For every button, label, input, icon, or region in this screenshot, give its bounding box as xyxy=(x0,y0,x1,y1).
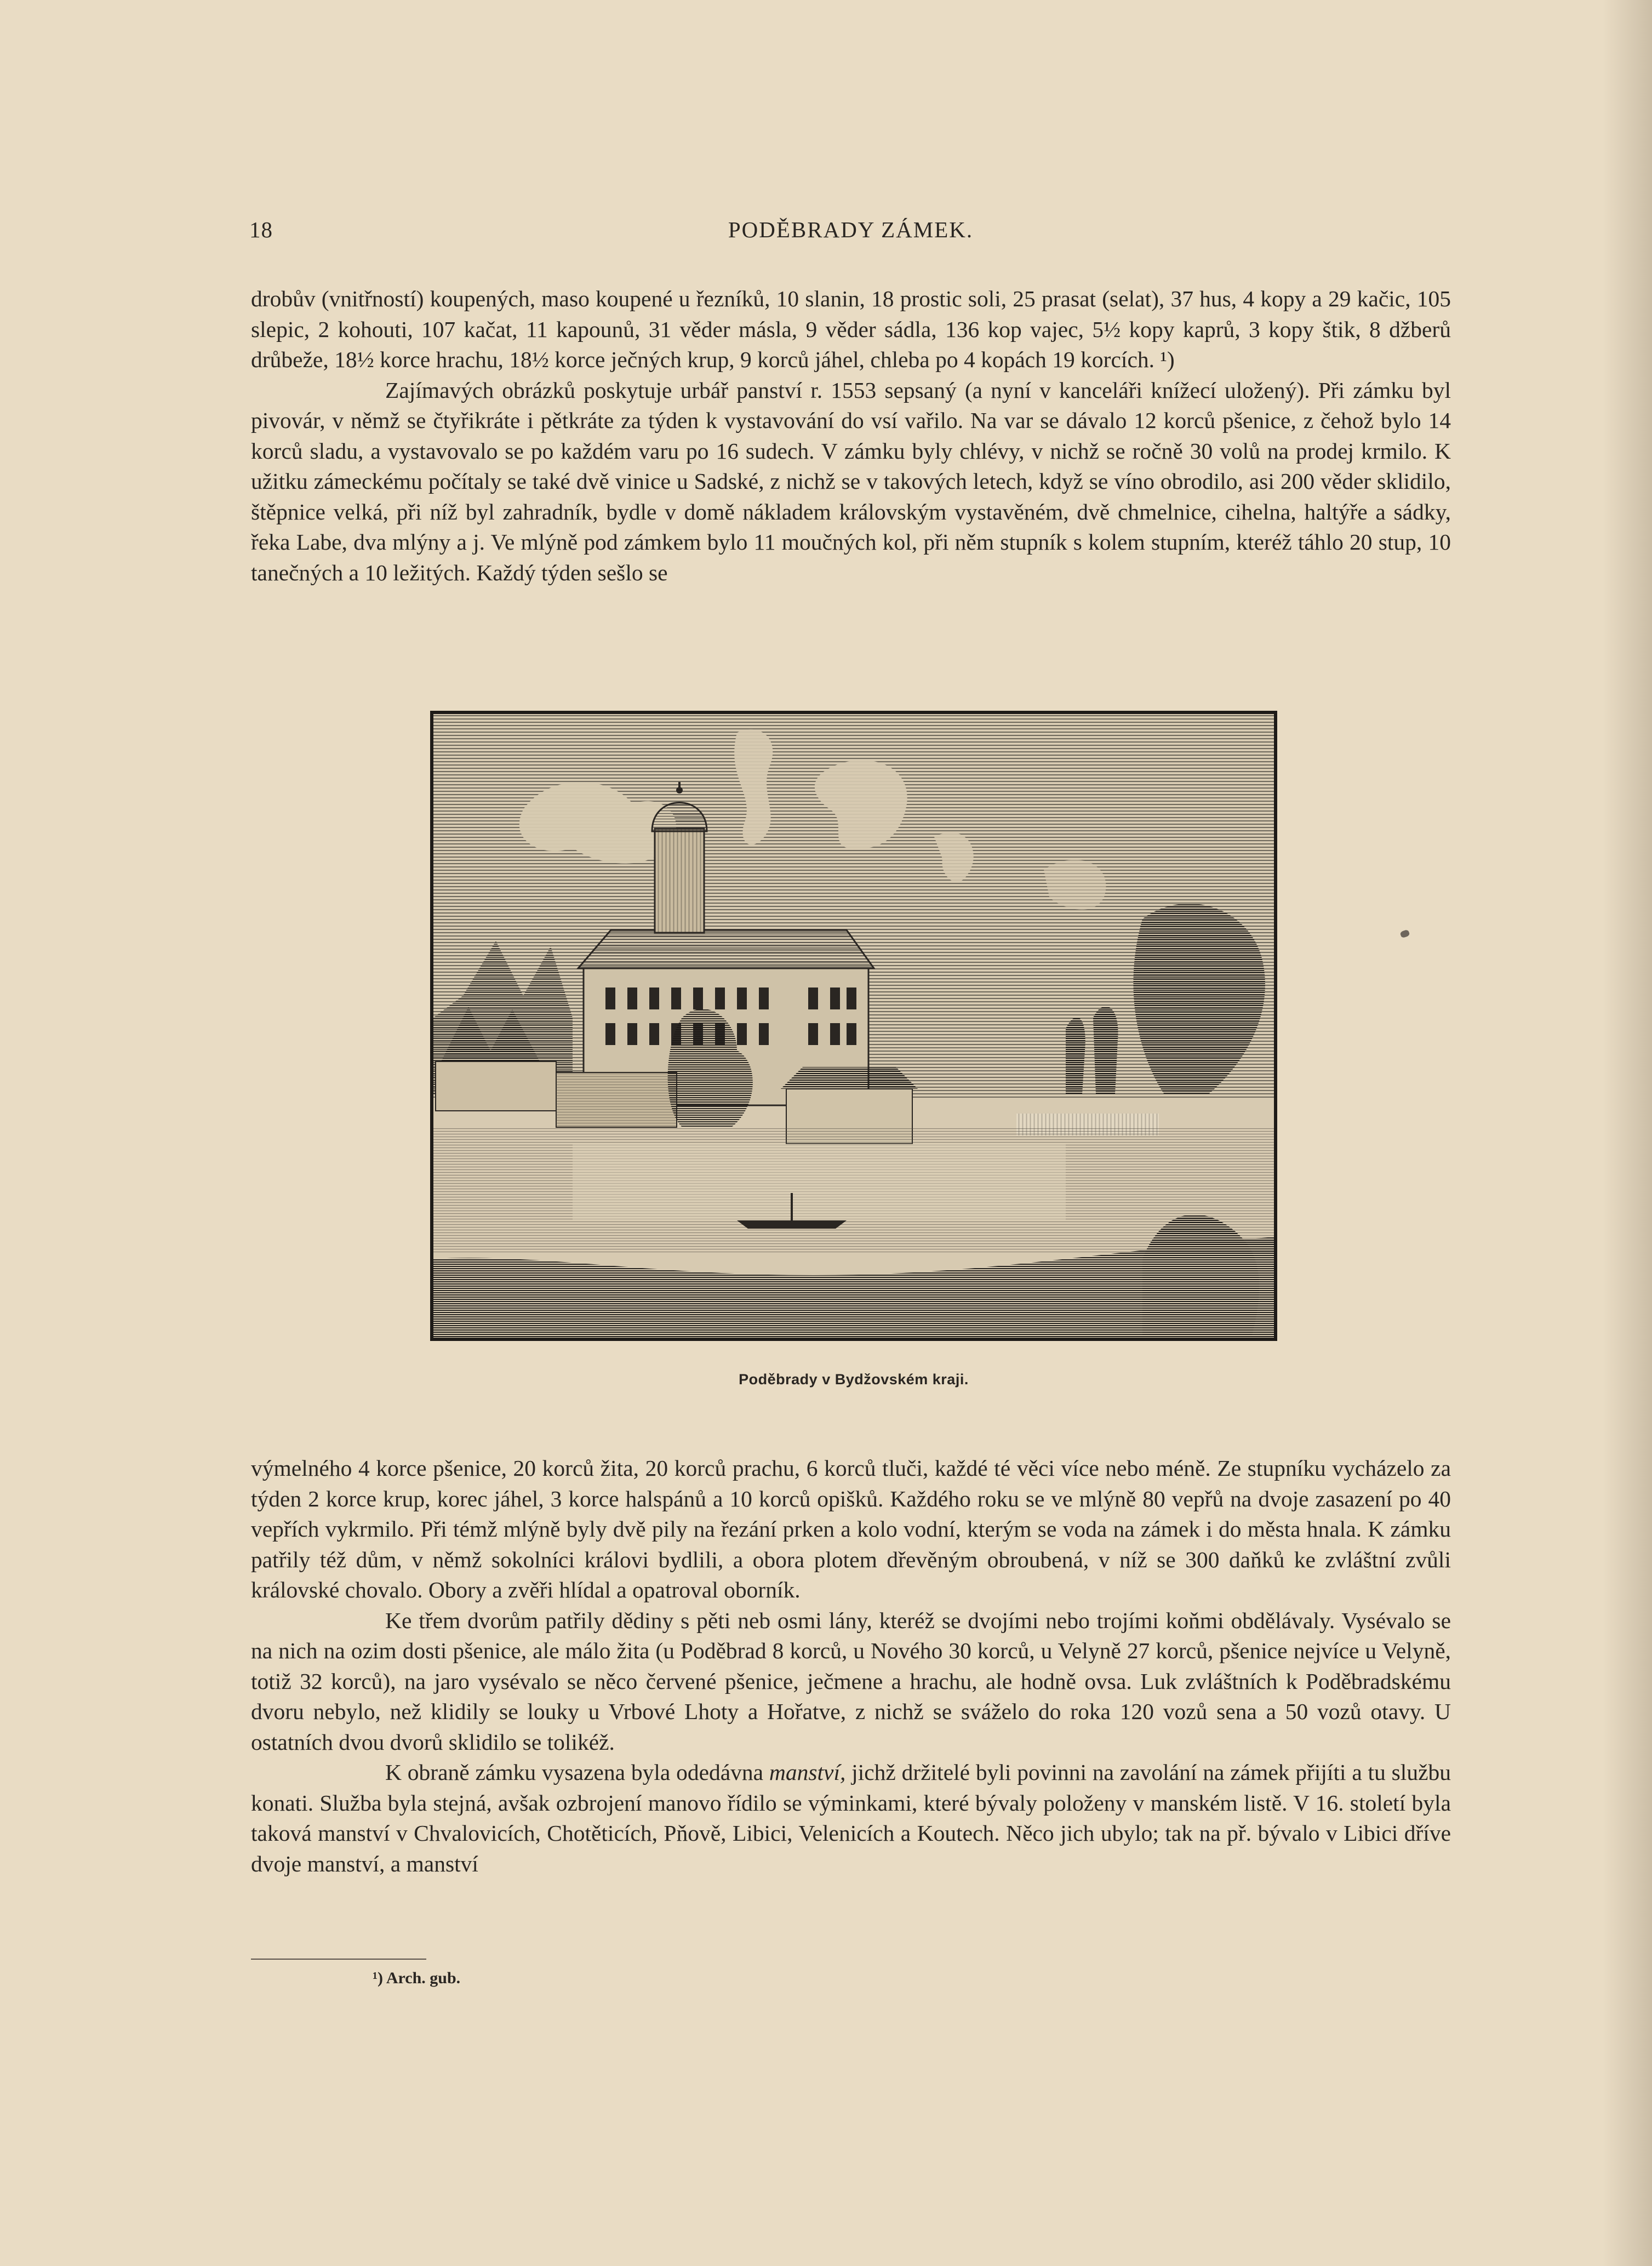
running-title: PODĚBRADY ZÁMEK. xyxy=(728,217,974,242)
page-header xyxy=(249,216,1452,249)
engraving-illustration xyxy=(430,711,1277,1341)
paragraph xyxy=(251,1757,1451,1879)
text-block-top xyxy=(251,284,1451,588)
text-block-bottom xyxy=(251,1453,1451,1879)
footnote-rule xyxy=(251,1959,426,1960)
figure-caption: Poděbrady v Bydžovském kraji. xyxy=(739,1371,969,1388)
emphasized-term: manství, xyxy=(769,1760,846,1785)
paragraph: Zajímavých obrázků poskytuje urbář panství r. 1553 sepsaný (a nyní v kanceláři knížecí uložený). Při zámku byl pivovár, v němž se čtyřikráte i pětkráte za týden k vystavování do vsí vařilo. Na var se dávalo 12 korců pšenice, z čehož bylo 14 korců sladu, a vystavovalo se po každém varu po 16 sudech. V zámku byly chlévy, v nichž se ročně 30 volů na prodej krmilo. K užitku zámeckému počítaly se také dvě vinice u Sadské, z nichž se v takových letech, když se víno obrodilo, asi 200 věder sklidilo, štěpnice velká, při níž byl zahradník, bydle v domě nákladem královským vystavěném, dvě chmelnice, cihelna, haltýře a sádky, řeka Labe, dva mlýny a j. Ve mlýně pod zámkem bylo 11 moučných kol, při něm stupník s kolem stupním, kteréž táhlo 20 stup, 10 tanečných a 10 ležitých. Každý týden sešlo se xyxy=(251,377,1451,585)
castle-engraving xyxy=(430,711,1277,1341)
ink-spot xyxy=(1399,929,1410,939)
paragraph-text: K obraně zámku vysazena byla odedávna xyxy=(385,1760,769,1785)
page-edge-shadow xyxy=(1603,0,1652,2266)
paragraph: Ke třem dvorům patřily dědiny s pěti neb osmi lány, kteréž se dvojími nebo trojími koňmi obdělávaly. Vysévalo se na nich na ozim dosti pšenice, ale málo žita (u Poděbrad 8 korců, u Nového 30 korců, u Velyně 27 korců, pšenice nejvíce u Velyně, totiž 32 korců), na jaro vysévalo se něco červené pšenice, ječmene a hrachu, ale hodně ovsa. Luk zvláštních k Poděbradskému dvoru nebylo, než klidily se louky u Vrbové Lhoty a Hořatve, z nichž se sváželo do roka 120 vozů sena a 50 vozů otavy. U ostatních dvou dvorů sklidilo se tolikéž. xyxy=(251,1607,1451,1755)
footnote: ¹) Arch. gub. xyxy=(373,1969,461,1987)
page-number: 18 xyxy=(249,217,273,242)
paragraph-text: jichž držitelé byli povinni na zavolání na zámek přijíti a tu službu konati. Služba byla stejná, avšak ozbrojení manovo řídilo se výminkami, které bývaly položeny v manském listě. V 16. století byla taková manství v Chvalovicích, Chotěticích, Pňově, Libici, Velenicích a Koutech. Něco jich ubylo; tak na př. bývalo v Libici dříve dvoje manství, a manství xyxy=(251,1760,1451,1876)
paragraph: výmelného 4 korce pšenice, 20 korců žita, 20 korců prachu, 6 korců tluči, každé té věci více nebo méně. Ze stupníku vycházelo za týden 2 korce krup, korec jáhel, 3 korce halspánů a 10 korců opišků. Každého roku se ve mlýně 80 vepřů na dvoje zasazení po 40 vepřích vykrmilo. Při témž mlýně byly dvě pily na řezání prken a kolo vodní, kterým se voda na zámek i do města hnala. K zámku patřily též dům, v němž sokolníci královi bydlili, a obora plotem dřevěným obroubená, v níž se 300 daňků ke zvláštní zvůli královské chovalo. Obory a zvěři hlídal a opatroval oborník. xyxy=(251,1456,1451,1602)
paragraph: drobův (vnitřností) koupených, maso koupené u řezníků, 10 slanin, 18 prostic soli, 25 prasat (selat), 37 hus, 4 kopy a 29 kačic, 105 slepic, 2 kohouti, 107 kačat, 11 kapounů, 31 věder másla, 9 věder sádla, 136 kop vajec, 5½ kopy kaprů, 3 kopy štik, 8 džberů drůbeže, 18½ korce hrachu, 18½ korce ječných krup, 9 korců jáhel, chleba po 4 kopách 19 korcích. ¹) xyxy=(251,286,1451,372)
